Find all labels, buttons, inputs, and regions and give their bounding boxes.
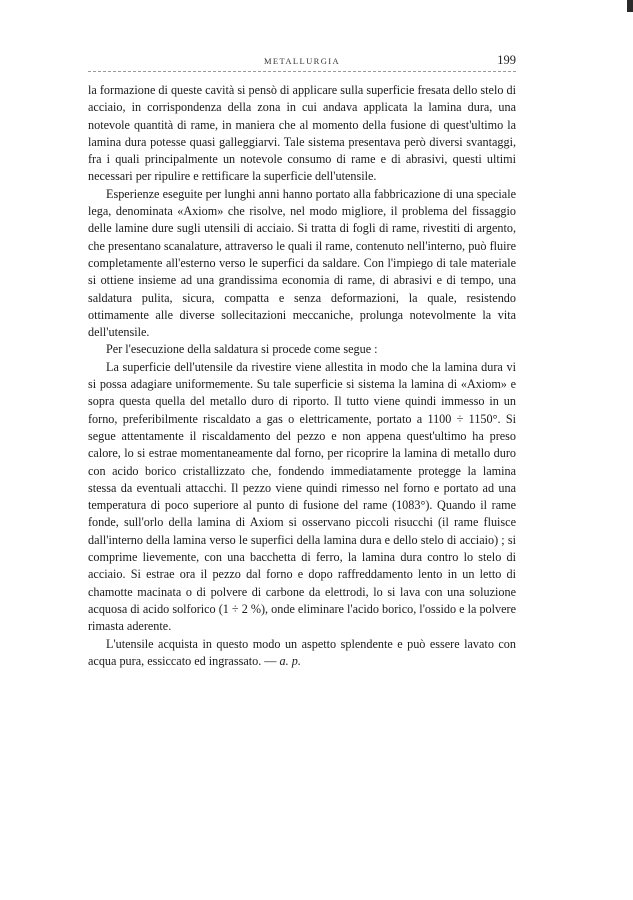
running-head	[88, 53, 516, 70]
header-rule	[88, 71, 516, 72]
paragraph-4: La superficie dell'utensile da rivestire viene allestita in modo che la lamina dura vi si possa adagiare uniformemente. Su tale superficie si sistema la lamina di «Axiom» e sopra questa quella del metallo duro di riporto. Il tutto viene quindi immesso in un forno, preferibilmente riscaldato a gas o elettricamente, portato a 1100 ÷ 1150°. Si segue attentamente il riscaldamento del pezzo e non appena quest'ultimo ha preso calore, lo si estrae momentaneamente dal forno, per ricoprire la lamina di metallo duro con acido borico cristallizzato che, fondendo immediatamente protegge la lamina stessa da eventuali attacchi. Il pezzo viene quindi rimesso nel forno e portato ad una temperatura di poco superiore al punto di fusione del rame (1083°). Quando il rame fonde, sull'orlo della lamina di Axiom si osservano piccoli risucchi (il rame fluisce dall'interno della lamina verso le superfici della lamina dura e dello stelo di acciaio) ; si comprime lievemente, con una bacchetta di ferro, la lamina dura contro lo stelo di acciaio. Si estrae ora il pezzo dal forno e dopo raffreddamento lento in un letto di chamotte macinata o di polvere di carbone da elettrodi, lo si lava con una soluzione acquosa di acido solforico (1 ÷ 2 %), onde eliminare l'acido borico, l'ossido e la polvere rimasta aderente.	[88, 359, 516, 634]
paragraph-3: Per l'esecuzione della saldatura si procede come segue :	[106, 342, 378, 357]
running-head-title: METALLURGIA	[263, 56, 341, 66]
author-initials: a. p.	[279, 653, 301, 668]
body-text	[88, 82, 516, 670]
page-edge-mark	[627, 0, 633, 12]
paragraph-5-text: L'utensile acquista in questo modo un aspetto splendente e può essere lavato con acqua pura, essiccato ed ingrassato. —	[88, 636, 516, 668]
paragraph-2: Esperienze eseguite per lunghi anni hanno portato alla fabbricazione di una speciale lega, denominata «Axiom» che risolve, nel modo migliore, il problema del fissaggio delle lamine dure sugli utensili di acciaio. Si tratta di fogli di rame, rivestiti di argento, che presentano scanalature, attraverso le quali il rame, contenuto nell'interno, può fluire completamente all'esterno verso le superfici da saldare. Con l'impiego di tale materiale si ottiene insieme ad una grandissima economia di rame, di abrasivi e di tempo, una saldatura pulita, sicura, compatta e senza deformazioni, la quale, resistendo ottimamente alle diverse sollecitazioni meccaniche, prolunga notevolmente la vita dell'utensile.	[88, 186, 516, 340]
page-number: 199	[497, 53, 516, 67]
paragraph-5	[88, 636, 516, 671]
paragraph-1: la formazione di queste cavità si pensò di applicare sulla superficie fresata dello stelo di acciaio, in corrispondenza della zona in cui andava applicata la lamina dura, una notevole quantità di rame, in maniera che al momento della fusione di quest'ultimo la lamina dura potesse quasi galleggiarvi. Tale sistema presentava però diversi svantaggi, fra i quali principalmente un notevole consumo di rame e di abrasivi, questi ultimi necessari per ripulire e rettificare la superficie dell'utensile.	[88, 83, 516, 184]
